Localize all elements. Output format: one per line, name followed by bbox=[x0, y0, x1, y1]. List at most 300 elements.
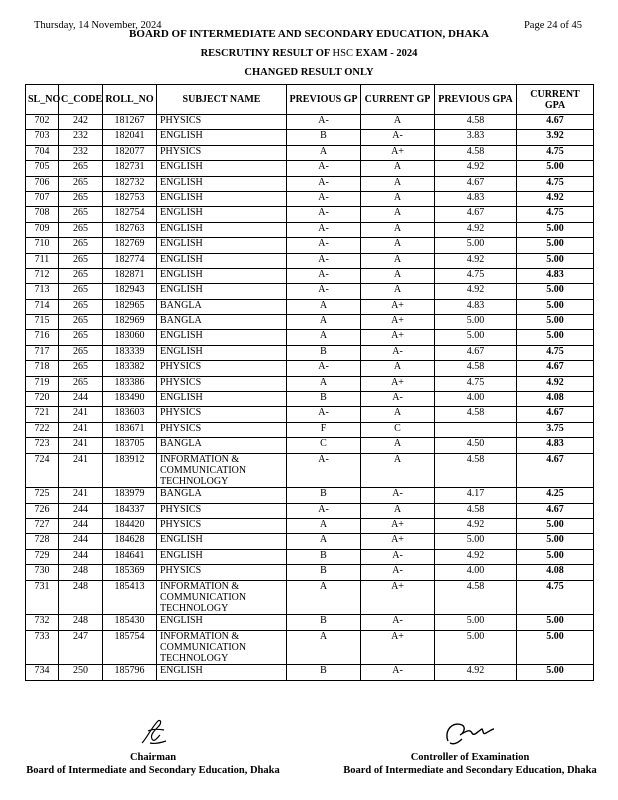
cell-current-gp: A bbox=[361, 503, 435, 518]
cell-subject-name: ENGLISH bbox=[157, 534, 287, 549]
table-row bbox=[26, 238, 594, 253]
table-row bbox=[26, 518, 594, 533]
cell-current-gpa: 5.00 bbox=[517, 299, 594, 314]
cell-current-gp: A bbox=[361, 207, 435, 222]
cell-roll-no: 182754 bbox=[103, 207, 157, 222]
cell-roll-no: 181267 bbox=[103, 115, 157, 130]
cell-c-code: 250 bbox=[59, 665, 103, 680]
cell-previous-gpa: 4.92 bbox=[435, 665, 517, 680]
table-row bbox=[26, 392, 594, 407]
cell-sl-no: 729 bbox=[26, 549, 59, 564]
cell-current-gp: A+ bbox=[361, 315, 435, 330]
cell-current-gpa: 5.00 bbox=[517, 630, 594, 665]
table-row bbox=[26, 161, 594, 176]
cell-sl-no: 718 bbox=[26, 361, 59, 376]
cell-current-gp: C bbox=[361, 422, 435, 437]
cell-c-code: 244 bbox=[59, 503, 103, 518]
cell-previous-gp: A- bbox=[287, 176, 361, 191]
cell-subject-name: PHYSICS bbox=[157, 518, 287, 533]
cell-c-code: 265 bbox=[59, 207, 103, 222]
cell-sl-no: 727 bbox=[26, 518, 59, 533]
cell-previous-gp: A- bbox=[287, 207, 361, 222]
cell-sl-no: 717 bbox=[26, 345, 59, 360]
cell-roll-no: 185754 bbox=[103, 630, 157, 665]
cell-current-gp: A- bbox=[361, 392, 435, 407]
table-row bbox=[26, 115, 594, 130]
cell-previous-gp: A- bbox=[287, 222, 361, 237]
cell-current-gpa: 5.00 bbox=[517, 549, 594, 564]
cell-c-code: 265 bbox=[59, 253, 103, 268]
cell-previous-gpa: 4.58 bbox=[435, 407, 517, 422]
cell-subject-name: ENGLISH bbox=[157, 222, 287, 237]
cell-sl-no: 716 bbox=[26, 330, 59, 345]
cell-subject-name: ENGLISH bbox=[157, 130, 287, 145]
table-body bbox=[26, 115, 594, 681]
cell-subject-name: PHYSICS bbox=[157, 407, 287, 422]
cell-current-gpa: 4.92 bbox=[517, 191, 594, 206]
table-row bbox=[26, 503, 594, 518]
cell-c-code: 248 bbox=[59, 565, 103, 580]
cell-current-gp: A+ bbox=[361, 518, 435, 533]
cell-c-code: 242 bbox=[59, 115, 103, 130]
cell-current-gpa: 4.75 bbox=[517, 145, 594, 160]
cell-previous-gpa: 4.58 bbox=[435, 361, 517, 376]
cell-previous-gpa bbox=[435, 422, 517, 437]
controller-title: Controller of Examination bbox=[410, 752, 530, 763]
cell-current-gp: A bbox=[361, 115, 435, 130]
cell-current-gp: A- bbox=[361, 549, 435, 564]
cell-previous-gp: A bbox=[287, 145, 361, 160]
cell-previous-gp: B bbox=[287, 345, 361, 360]
cell-roll-no: 182774 bbox=[103, 253, 157, 268]
cell-previous-gp: A- bbox=[287, 361, 361, 376]
cell-previous-gp: A- bbox=[287, 503, 361, 518]
table-row bbox=[26, 130, 594, 145]
cell-current-gp: A- bbox=[361, 130, 435, 145]
cell-current-gpa: 4.92 bbox=[517, 376, 594, 391]
column-header-roll-no: ROLL_NO bbox=[103, 85, 157, 115]
cell-c-code: 244 bbox=[59, 518, 103, 533]
cell-previous-gpa: 5.00 bbox=[435, 238, 517, 253]
cell-current-gp: A+ bbox=[361, 299, 435, 314]
cell-previous-gpa: 5.00 bbox=[435, 630, 517, 665]
cell-previous-gpa: 4.75 bbox=[435, 268, 517, 283]
cell-c-code: 265 bbox=[59, 191, 103, 206]
cell-current-gp: A+ bbox=[361, 145, 435, 160]
cell-previous-gp: A- bbox=[287, 115, 361, 130]
cell-sl-no: 732 bbox=[26, 615, 59, 630]
cell-current-gpa: 4.75 bbox=[517, 207, 594, 222]
cell-previous-gp: A bbox=[287, 376, 361, 391]
cell-previous-gp: B bbox=[287, 130, 361, 145]
cell-current-gp: A- bbox=[361, 488, 435, 503]
cell-previous-gp: A- bbox=[287, 407, 361, 422]
table-row bbox=[26, 315, 594, 330]
cell-previous-gp: B bbox=[287, 615, 361, 630]
cell-subject-name: BANGLA bbox=[157, 438, 287, 453]
cell-c-code: 265 bbox=[59, 361, 103, 376]
cell-previous-gpa: 4.92 bbox=[435, 549, 517, 564]
cell-current-gp: A- bbox=[361, 565, 435, 580]
cell-roll-no: 182763 bbox=[103, 222, 157, 237]
cell-previous-gpa: 4.50 bbox=[435, 438, 517, 453]
cell-current-gpa: 4.67 bbox=[517, 503, 594, 518]
cell-current-gpa: 4.67 bbox=[517, 407, 594, 422]
cell-previous-gp: A bbox=[287, 534, 361, 549]
cell-roll-no: 183060 bbox=[103, 330, 157, 345]
cell-previous-gp: A bbox=[287, 330, 361, 345]
cell-c-code: 265 bbox=[59, 299, 103, 314]
subtitle-exam: HSC bbox=[332, 48, 353, 59]
cell-c-code: 265 bbox=[59, 161, 103, 176]
table-row bbox=[26, 488, 594, 503]
cell-previous-gp: A bbox=[287, 630, 361, 665]
cell-previous-gp: A- bbox=[287, 284, 361, 299]
cell-subject-name: BANGLA bbox=[157, 488, 287, 503]
cell-current-gpa: 5.00 bbox=[517, 615, 594, 630]
column-header-c-code: C_CODE bbox=[59, 85, 103, 115]
cell-sl-no: 703 bbox=[26, 130, 59, 145]
column-header-current-gpa: CURRENT GPA bbox=[517, 85, 594, 115]
cell-previous-gpa: 4.92 bbox=[435, 518, 517, 533]
cell-previous-gpa: 4.58 bbox=[435, 503, 517, 518]
cell-c-code: 265 bbox=[59, 315, 103, 330]
cell-subject-name: ENGLISH bbox=[157, 191, 287, 206]
cell-current-gpa: 5.00 bbox=[517, 253, 594, 268]
cell-previous-gp: A- bbox=[287, 253, 361, 268]
cell-subject-name: ENGLISH bbox=[157, 665, 287, 680]
cell-current-gp: A- bbox=[361, 345, 435, 360]
cell-previous-gp: A bbox=[287, 518, 361, 533]
cell-c-code: 265 bbox=[59, 222, 103, 237]
cell-roll-no: 184420 bbox=[103, 518, 157, 533]
cell-sl-no: 721 bbox=[26, 407, 59, 422]
cell-current-gpa: 4.67 bbox=[517, 453, 594, 488]
cell-current-gpa: 5.00 bbox=[517, 238, 594, 253]
cell-subject-name: PHYSICS bbox=[157, 376, 287, 391]
cell-current-gp: A bbox=[361, 453, 435, 488]
controller-org: Board of Intermediate and Secondary Education, Dhaka bbox=[343, 765, 597, 776]
cell-subject-name: INFORMATION & COMMUNICATION TECHNOLOGY bbox=[157, 630, 287, 665]
header-row bbox=[26, 85, 594, 115]
cell-roll-no: 185369 bbox=[103, 565, 157, 580]
column-header-current-gp: CURRENT GP bbox=[361, 85, 435, 115]
column-header-sl-no: SL_NO bbox=[26, 85, 59, 115]
cell-subject-name: PHYSICS bbox=[157, 422, 287, 437]
cell-subject-name: BANGLA bbox=[157, 299, 287, 314]
table-row bbox=[26, 330, 594, 345]
table-row bbox=[26, 665, 594, 680]
cell-c-code: 244 bbox=[59, 549, 103, 564]
cell-sl-no: 728 bbox=[26, 534, 59, 549]
cell-sl-no: 724 bbox=[26, 453, 59, 488]
table-row bbox=[26, 615, 594, 630]
cell-sl-no: 708 bbox=[26, 207, 59, 222]
cell-previous-gp: C bbox=[287, 438, 361, 453]
column-header-previous-gpa: PREVIOUS GPA bbox=[435, 85, 517, 115]
cell-subject-name: PHYSICS bbox=[157, 565, 287, 580]
cell-sl-no: 731 bbox=[26, 580, 59, 615]
cell-previous-gpa: 4.00 bbox=[435, 392, 517, 407]
cell-current-gpa: 4.08 bbox=[517, 565, 594, 580]
cell-current-gpa: 4.83 bbox=[517, 438, 594, 453]
cell-current-gpa: 5.00 bbox=[517, 665, 594, 680]
cell-previous-gpa: 4.92 bbox=[435, 253, 517, 268]
cell-c-code: 244 bbox=[59, 534, 103, 549]
cell-roll-no: 183705 bbox=[103, 438, 157, 453]
cell-current-gp: A bbox=[361, 361, 435, 376]
cell-current-gp: A- bbox=[361, 615, 435, 630]
chairman-title: Chairman bbox=[129, 752, 177, 763]
table-row bbox=[26, 345, 594, 360]
cell-previous-gp: A- bbox=[287, 191, 361, 206]
table-row bbox=[26, 207, 594, 222]
cell-sl-no: 715 bbox=[26, 315, 59, 330]
table-row bbox=[26, 222, 594, 237]
cell-sl-no: 707 bbox=[26, 191, 59, 206]
chairman-signature-block bbox=[18, 717, 288, 777]
table-row bbox=[26, 176, 594, 191]
cell-sl-no: 704 bbox=[26, 145, 59, 160]
cell-current-gpa: 4.67 bbox=[517, 361, 594, 376]
cell-sl-no: 730 bbox=[26, 565, 59, 580]
cell-roll-no: 183912 bbox=[103, 453, 157, 488]
cell-roll-no: 182965 bbox=[103, 299, 157, 314]
cell-c-code: 248 bbox=[59, 615, 103, 630]
cell-current-gp: A+ bbox=[361, 376, 435, 391]
cell-previous-gpa: 5.00 bbox=[435, 615, 517, 630]
cell-sl-no: 710 bbox=[26, 238, 59, 253]
cell-subject-name: ENGLISH bbox=[157, 268, 287, 283]
exam-subtitle bbox=[0, 48, 618, 59]
cell-roll-no: 185796 bbox=[103, 665, 157, 680]
cell-c-code: 265 bbox=[59, 284, 103, 299]
cell-c-code: 248 bbox=[59, 580, 103, 615]
cell-subject-name: PHYSICS bbox=[157, 145, 287, 160]
cell-current-gp: A+ bbox=[361, 330, 435, 345]
cell-roll-no: 183382 bbox=[103, 361, 157, 376]
cell-previous-gpa: 4.92 bbox=[435, 222, 517, 237]
table-row bbox=[26, 376, 594, 391]
table-row bbox=[26, 253, 594, 268]
cell-subject-name: ENGLISH bbox=[157, 176, 287, 191]
table-row bbox=[26, 453, 594, 488]
table-row bbox=[26, 407, 594, 422]
cell-sl-no: 706 bbox=[26, 176, 59, 191]
cell-previous-gpa: 4.58 bbox=[435, 580, 517, 615]
cell-roll-no: 183671 bbox=[103, 422, 157, 437]
cell-current-gp: A bbox=[361, 407, 435, 422]
cell-previous-gpa: 3.83 bbox=[435, 130, 517, 145]
cell-current-gp: A bbox=[361, 284, 435, 299]
cell-roll-no: 184641 bbox=[103, 549, 157, 564]
subtitle-suffix: EXAM - 2024 bbox=[355, 48, 418, 59]
cell-previous-gp: A bbox=[287, 315, 361, 330]
cell-current-gp: A bbox=[361, 161, 435, 176]
cell-sl-no: 734 bbox=[26, 665, 59, 680]
cell-previous-gp: B bbox=[287, 392, 361, 407]
cell-previous-gp: B bbox=[287, 565, 361, 580]
cell-c-code: 241 bbox=[59, 488, 103, 503]
cell-c-code: 247 bbox=[59, 630, 103, 665]
table-row bbox=[26, 580, 594, 615]
cell-roll-no: 182077 bbox=[103, 145, 157, 160]
cell-previous-gpa: 4.17 bbox=[435, 488, 517, 503]
cell-c-code: 241 bbox=[59, 422, 103, 437]
cell-previous-gpa: 4.67 bbox=[435, 345, 517, 360]
cell-current-gpa: 5.00 bbox=[517, 330, 594, 345]
cell-roll-no: 183386 bbox=[103, 376, 157, 391]
cell-previous-gp: A- bbox=[287, 238, 361, 253]
cell-previous-gpa: 4.83 bbox=[435, 299, 517, 314]
cell-previous-gpa: 4.67 bbox=[435, 207, 517, 222]
cell-subject-name: ENGLISH bbox=[157, 253, 287, 268]
cell-sl-no: 726 bbox=[26, 503, 59, 518]
cell-previous-gpa: 5.00 bbox=[435, 534, 517, 549]
cell-previous-gp: F bbox=[287, 422, 361, 437]
cell-sl-no: 722 bbox=[26, 422, 59, 437]
cell-c-code: 241 bbox=[59, 438, 103, 453]
cell-c-code: 244 bbox=[59, 392, 103, 407]
cell-previous-gp: A bbox=[287, 299, 361, 314]
cell-sl-no: 714 bbox=[26, 299, 59, 314]
cell-current-gp: A bbox=[361, 253, 435, 268]
cell-current-gpa: 5.00 bbox=[517, 534, 594, 549]
table-row bbox=[26, 534, 594, 549]
cell-current-gp: A+ bbox=[361, 534, 435, 549]
cell-c-code: 265 bbox=[59, 345, 103, 360]
subtitle-prefix: RESCRUTINY RESULT OF bbox=[200, 48, 330, 59]
table-row bbox=[26, 268, 594, 283]
cell-roll-no: 185430 bbox=[103, 615, 157, 630]
cell-current-gpa: 4.25 bbox=[517, 488, 594, 503]
cell-current-gpa: 5.00 bbox=[517, 315, 594, 330]
cell-subject-name: ENGLISH bbox=[157, 161, 287, 176]
cell-roll-no: 184628 bbox=[103, 534, 157, 549]
cell-current-gp: A bbox=[361, 176, 435, 191]
board-title: BOARD OF INTERMEDIATE AND SECONDARY EDUCATION, DHAKA bbox=[129, 28, 489, 40]
cell-c-code: 232 bbox=[59, 145, 103, 160]
cell-subject-name: INFORMATION & COMMUNICATION TECHNOLOGY bbox=[157, 453, 287, 488]
cell-current-gp: A- bbox=[361, 665, 435, 680]
table-row bbox=[26, 549, 594, 564]
cell-previous-gpa: 4.00 bbox=[435, 565, 517, 580]
controller-signature-block bbox=[330, 717, 610, 777]
table-header bbox=[26, 85, 594, 115]
cell-sl-no: 725 bbox=[26, 488, 59, 503]
cell-previous-gpa: 5.00 bbox=[435, 330, 517, 345]
cell-roll-no: 182943 bbox=[103, 284, 157, 299]
cell-roll-no: 182041 bbox=[103, 130, 157, 145]
controller-signature-icon bbox=[440, 717, 500, 747]
cell-roll-no: 182769 bbox=[103, 238, 157, 253]
cell-subject-name: ENGLISH bbox=[157, 238, 287, 253]
table-row bbox=[26, 299, 594, 314]
cell-sl-no: 711 bbox=[26, 253, 59, 268]
cell-previous-gpa: 4.58 bbox=[435, 453, 517, 488]
cell-previous-gpa: 4.92 bbox=[435, 284, 517, 299]
cell-previous-gp: A bbox=[287, 580, 361, 615]
cell-c-code: 265 bbox=[59, 268, 103, 283]
page-number: Page 24 of 45 bbox=[523, 20, 582, 31]
cell-current-gp: A bbox=[361, 238, 435, 253]
column-header-subject-name: SUBJECT NAME bbox=[157, 85, 287, 115]
cell-roll-no: 184337 bbox=[103, 503, 157, 518]
cell-sl-no: 719 bbox=[26, 376, 59, 391]
column-header-previous-gp: PREVIOUS GP bbox=[287, 85, 361, 115]
cell-previous-gp: A- bbox=[287, 161, 361, 176]
cell-previous-gpa: 5.00 bbox=[435, 315, 517, 330]
cell-roll-no: 185413 bbox=[103, 580, 157, 615]
cell-roll-no: 182969 bbox=[103, 315, 157, 330]
cell-roll-no: 182732 bbox=[103, 176, 157, 191]
cell-roll-no: 183339 bbox=[103, 345, 157, 360]
cell-current-gpa: 3.92 bbox=[517, 130, 594, 145]
cell-current-gp: A+ bbox=[361, 580, 435, 615]
cell-c-code: 265 bbox=[59, 376, 103, 391]
cell-c-code: 241 bbox=[59, 453, 103, 488]
cell-roll-no: 182871 bbox=[103, 268, 157, 283]
cell-subject-name: ENGLISH bbox=[157, 284, 287, 299]
cell-current-gp: A bbox=[361, 438, 435, 453]
cell-current-gpa: 5.00 bbox=[517, 161, 594, 176]
cell-current-gp: A+ bbox=[361, 630, 435, 665]
print-date: Thursday, 14 November, 2024 bbox=[34, 20, 162, 31]
cell-sl-no: 702 bbox=[26, 115, 59, 130]
cell-previous-gpa: 4.92 bbox=[435, 161, 517, 176]
cell-current-gpa: 4.67 bbox=[517, 115, 594, 130]
cell-current-gpa: 5.00 bbox=[517, 222, 594, 237]
cell-c-code: 265 bbox=[59, 330, 103, 345]
cell-sl-no: 720 bbox=[26, 392, 59, 407]
cell-subject-name: ENGLISH bbox=[157, 392, 287, 407]
cell-current-gpa: 4.75 bbox=[517, 580, 594, 615]
cell-c-code: 241 bbox=[59, 407, 103, 422]
cell-roll-no: 182731 bbox=[103, 161, 157, 176]
cell-sl-no: 733 bbox=[26, 630, 59, 665]
cell-previous-gp: B bbox=[287, 665, 361, 680]
cell-subject-name: ENGLISH bbox=[157, 549, 287, 564]
cell-subject-name: ENGLISH bbox=[157, 615, 287, 630]
cell-previous-gpa: 4.67 bbox=[435, 176, 517, 191]
cell-current-gpa: 5.00 bbox=[517, 518, 594, 533]
cell-subject-name: ENGLISH bbox=[157, 330, 287, 345]
cell-sl-no: 713 bbox=[26, 284, 59, 299]
cell-roll-no: 183979 bbox=[103, 488, 157, 503]
cell-current-gpa: 4.75 bbox=[517, 176, 594, 191]
table-row bbox=[26, 565, 594, 580]
cell-current-gpa: 3.75 bbox=[517, 422, 594, 437]
cell-sl-no: 709 bbox=[26, 222, 59, 237]
cell-subject-name: PHYSICS bbox=[157, 115, 287, 130]
cell-roll-no: 183490 bbox=[103, 392, 157, 407]
cell-current-gpa: 5.00 bbox=[517, 284, 594, 299]
table-row bbox=[26, 284, 594, 299]
chairman-signature-icon bbox=[128, 717, 178, 747]
cell-current-gp: A bbox=[361, 268, 435, 283]
cell-sl-no: 712 bbox=[26, 268, 59, 283]
cell-previous-gp: A- bbox=[287, 453, 361, 488]
cell-current-gp: A bbox=[361, 191, 435, 206]
cell-sl-no: 723 bbox=[26, 438, 59, 453]
table-row bbox=[26, 630, 594, 665]
table-row bbox=[26, 191, 594, 206]
cell-subject-name: INFORMATION & COMMUNICATION TECHNOLOGY bbox=[157, 580, 287, 615]
cell-c-code: 265 bbox=[59, 176, 103, 191]
result-table bbox=[25, 84, 594, 681]
chairman-org: Board of Intermediate and Secondary Education, Dhaka bbox=[26, 765, 280, 776]
cell-subject-name: ENGLISH bbox=[157, 345, 287, 360]
